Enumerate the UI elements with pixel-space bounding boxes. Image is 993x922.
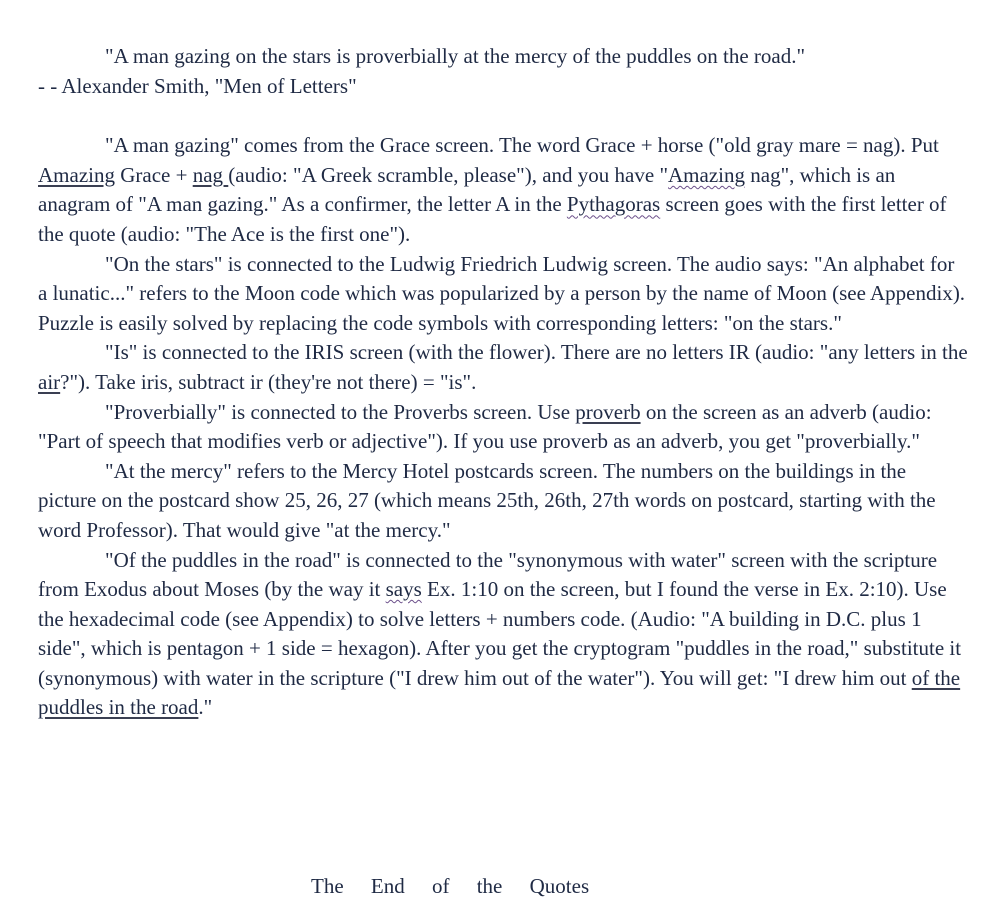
text-run: ?"). Take iris, subtract ir (they're not there) = "is". [60, 369, 477, 394]
quote-text: "A man gazing on the stars is proverbially at the mercy of the puddles on the road." [105, 44, 806, 68]
quote-attribution [38, 72, 968, 102]
paragraph-proverbially [38, 398, 968, 457]
text-run: ." [198, 695, 213, 720]
underlined-proverb: proverb [575, 399, 641, 424]
underlined-air: air [38, 369, 61, 394]
paragraph-of-the-puddles [38, 546, 968, 724]
text-run: "A man gazing" comes from the Grace screen. The word Grace + horse ("old gray mare = nag). Put [105, 133, 939, 158]
underlined-amazing: Amazing [38, 162, 115, 187]
text-run: Ex. 1:10 on the screen, but I found the verse in Ex. 2:10). Use the hexadecimal code (see Appendix) to solve letters + numbers code. (Audio: "A building in D.C. plus 1 side", which is pentagon + 1 side = hexagon). After you get the cryptogram "puddles in the road," substitute it (synonymous) with water in the scripture ("I drew him out of the water"). You will get: "I drew him out [38, 577, 962, 690]
document-body [38, 42, 968, 723]
attribution-text: - - Alexander Smith, "Men of Letters" [38, 73, 357, 98]
paragraph-gap [38, 101, 968, 131]
text-run: "At the mercy" refers to the Mercy Hotel postcards screen. The numbers on the buildings in the picture on the postcard show 25, 26, 27 (which means 25th, 26th, 27th words on postcard, starting with the word Professor). That would give "at the mercy." [38, 458, 936, 542]
squiggle-pythagoras: Pythagoras [566, 192, 661, 217]
squiggle-amazing: Amazing [668, 162, 745, 187]
text-run: "Proverbially" is connected to the Proverbs screen. Use [105, 399, 576, 424]
text-run: "On the stars" is connected to the Ludwig Friedrich Ludwig screen. The audio says: "An alphabet for a lunatic..." refers to the Moon code which was popularized by a person by the name of Moon (see Appendix). Puzzle is easily solved by replacing the code symbols with corresponding letters: "on the stars." [38, 251, 966, 335]
squiggle-says: says [385, 577, 422, 602]
closing-line: The End of the Quotes [311, 874, 590, 898]
underlined-puddles-phrase: of the puddles in the road [38, 665, 961, 720]
quote-line [38, 42, 968, 72]
text-run: on the screen as an adverb (audio: "Part of speech that modifies verb or adjective"). If you use proverb as an adverb, you get "proverbially." [38, 399, 932, 454]
paragraph-a-man-gazing [38, 131, 968, 249]
paragraph-is [38, 338, 968, 397]
text-run: "Of the puddles in the road" is connected to the "synonymous with water" screen with the scripture from Exodus about Moses (by the way it [38, 547, 938, 602]
text-run: "Is" is connected to the IRIS screen (with the flower). There are no letters IR (audio: "any letters in the [105, 340, 968, 365]
text-run: screen goes with the first letter of the quote (audio: "The Ace is the first one"). [38, 192, 947, 246]
text-run: Grace + [114, 162, 193, 187]
underlined-nag: nag [192, 162, 229, 187]
paragraph-at-the-mercy [38, 457, 968, 546]
text-run: nag", which is an anagram of "A man gazing." As a confirmer, the letter A in the [38, 162, 896, 217]
paragraph-on-the-stars [38, 250, 968, 339]
text-run: (audio: "A Greek scramble, please"), and you have " [228, 162, 669, 187]
